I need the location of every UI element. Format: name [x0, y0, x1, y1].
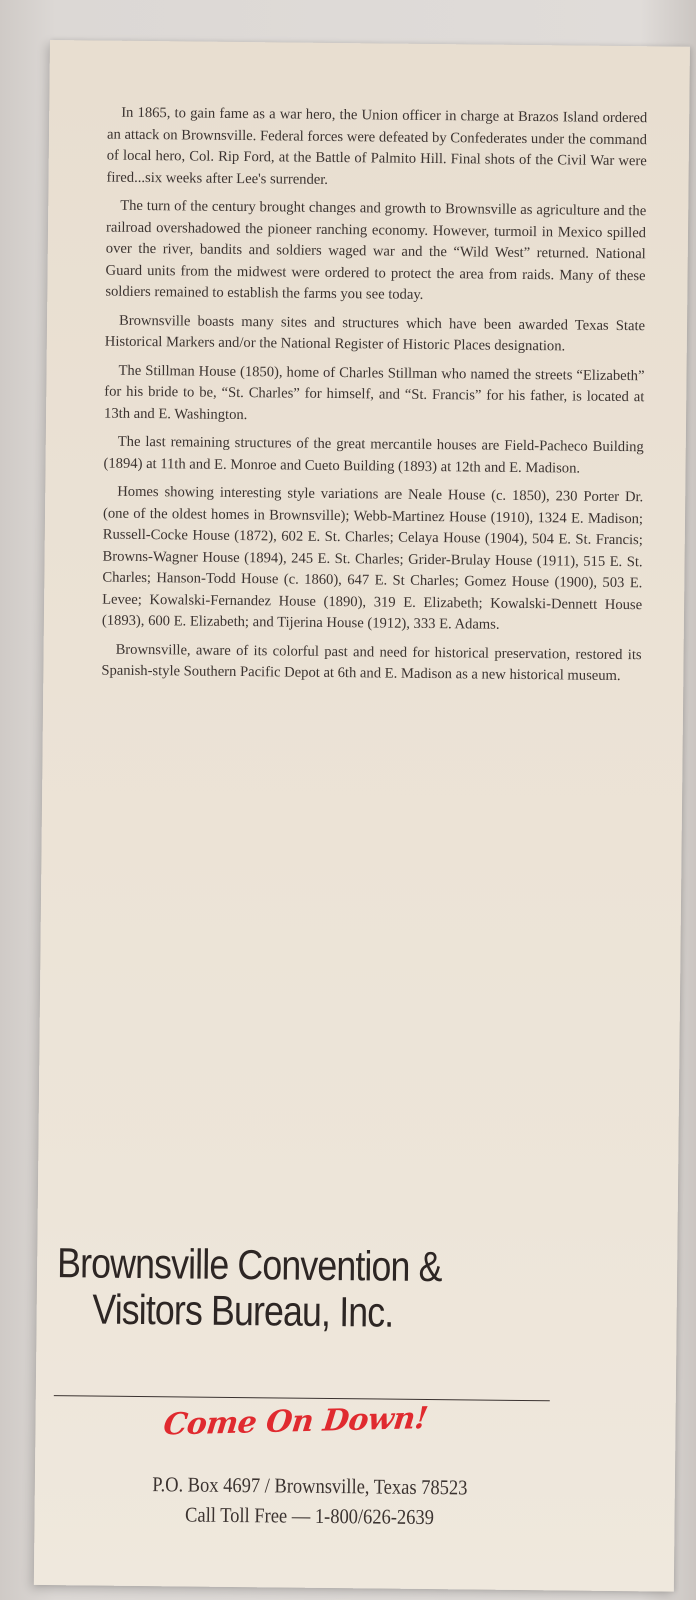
divider — [54, 1395, 550, 1401]
paragraph: The Stillman House (1850), home of Charles Stillman who named the streets “Elizabeth” for his bride to be, “St. Charles” for himself, and “St. Francis” for his father, is located at 13th and E. Washington. — [104, 362, 645, 423]
paragraph: The turn of the century brought changes and growth to Brownsville as agriculture and the railroad overshadowed the pioneer ranching economy. However, turmoil in Mexico spilled over the river, bandits and soldiers waged war and the “Wild West” returned. National Guard units from the midwest were ordered to protect the area from raids. Many of these soldiers remained to establish the farms you see today. — [105, 197, 647, 303]
mailing-address: P.O. Box 4697 / Brownsville, Texas 78523 — [152, 1472, 468, 1500]
paragraph: Homes showing interesting style variations are Neale House (c. 1850), 230 Porter Dr. (one of the oldest homes in Brownsville); Webb-Martinez House (1910), 1324 E. Madison; Russell-Cocke House (1872), 602 E. St. Charles; Celaya House (1904), 504 E. St. Francis; Browns-Wagner House (1894), 245 E. St. Charles; Grider-Brulay House (1911), 515 E. St. Charles; Hanson-Todd House (c. 1860), 647 E. St Charles; Gomez House (1900), 503 E. Levee; Kowalski-Fernandez House (1890), 319 E. Elizabeth; Kowalski-Dennett House (1893), 600 E. Elizabeth; and Tijerina House (1912), 333 E. Adams. — [101, 483, 644, 633]
bureau-name-line-1: Brownsville Convention & — [56, 1239, 442, 1291]
paragraph: Brownsville boasts many sites and structures which have been awarded Texas State Historical Markers and/or the National Register of Historic Places designation. — [104, 312, 646, 355]
paragraph: In 1865, to gain fame as a war hero, the Union officer in charge at Brazos Island ordered an attack on Brownsville. Federal forces were defeated by Confederates under the command of local hero, Col. Rip Ford, at the Battle of Palmito Hill. Final shots of the Civil War were fired...six weeks after Lee's surrender. — [106, 104, 648, 188]
brochure-page — [34, 40, 690, 1592]
paragraph: The last remaining structures of the great mercantile houses are Field-Pacheco Building (1894) at 11th and E. Monroe and Cueto Building (1893) at 12th and E. Madison. — [103, 433, 644, 477]
history-text — [101, 103, 647, 695]
toll-free-phone: Call Toll Free — 1-800/626-2639 — [185, 1502, 435, 1530]
paragraph: Brownsville, aware of its colorful past and need for historical preservation, restored its Spanish-style Southern Pacific Depot at 6th and E. Madison as a new historical museum. — [101, 641, 642, 685]
bureau-logo — [56, 1240, 577, 1337]
bureau-name-line-2: Visitors Bureau, Inc. — [92, 1285, 394, 1336]
slogan: Come On Down! — [161, 1400, 430, 1443]
contact-info — [74, 1468, 545, 1533]
